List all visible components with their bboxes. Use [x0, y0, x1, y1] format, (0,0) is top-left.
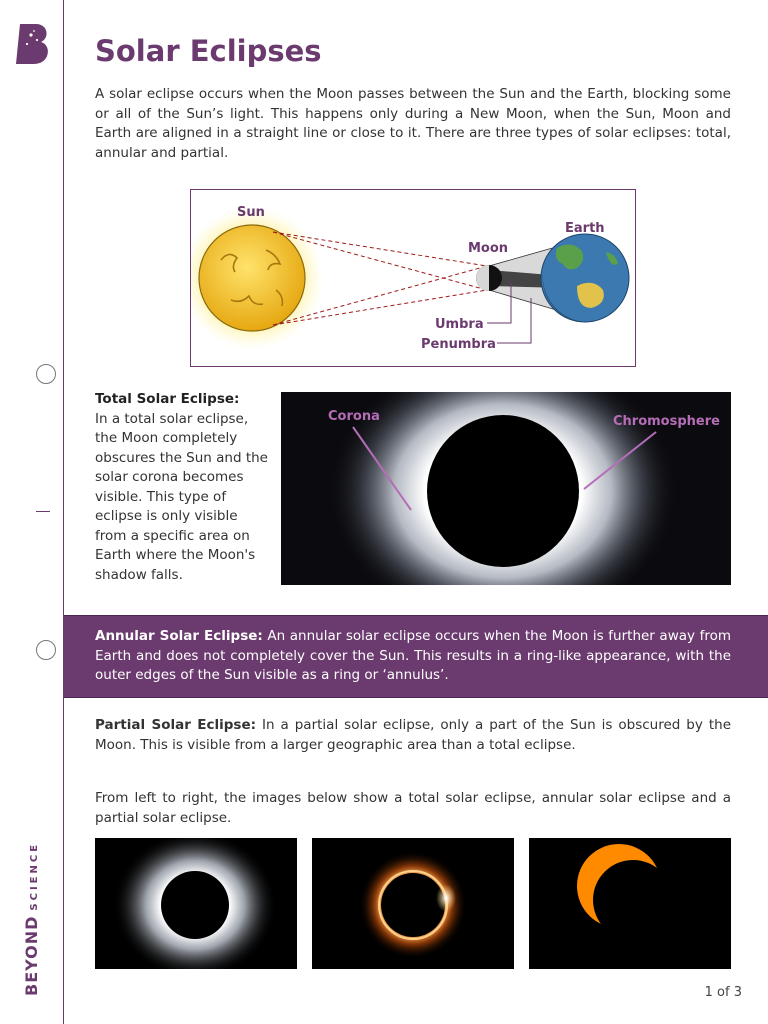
moon-icon: [476, 265, 502, 291]
annular-eclipse-text: [95, 627, 731, 686]
binder-hole-top: [36, 364, 56, 384]
annular-eclipse-body: An annular solar eclipse occurs when the Moon is further away from Earth and does not completely cover the Sun. This results in a ring-like appearance, with the outer edges of the Sun visible as a ring or ‘annulus’.: [95, 628, 732, 683]
moon-label: Moon: [468, 241, 509, 256]
penumbra-leader: [497, 298, 531, 343]
partial-eclipse-thumbnail: [529, 838, 731, 969]
moon-disc: [427, 415, 579, 567]
total-eclipse-text: [95, 390, 270, 585]
brand-word-science: SCIENCE: [29, 841, 40, 911]
annular-eclipse-thumbnail: [312, 838, 514, 969]
sun-label: Sun: [237, 205, 265, 220]
binder-hole-bottom: [36, 640, 56, 660]
partial-eclipse-text: [95, 716, 731, 755]
gallery-caption: From left to right, the images below show a total solar eclipse, annular solar eclipse and a partial solar eclipse.: [95, 790, 731, 826]
page-number: 1 of 3: [704, 985, 742, 1000]
corona-label: Corona: [328, 409, 380, 424]
earth-label: Earth: [565, 221, 605, 236]
intro-paragraph: A solar eclipse occurs when the Moon passes between the Sun and the Earth, blocking some or all of the Sun’s light. This happens only during a New Moon, when the Sun, Moon and Earth are aligned in a straight line or close to it. There are three types of solar eclipses: total, annular and partial.: [95, 86, 731, 161]
chromosphere-label: Chromosphere: [613, 414, 720, 429]
annular-band: [64, 615, 768, 698]
brand-word-beyond: BEYOND: [22, 915, 41, 996]
page-title: Solar Eclipses: [95, 34, 322, 68]
total-eclipse-photo: [281, 392, 731, 585]
umbra-label: Umbra: [435, 317, 484, 332]
brand-wordmark: [22, 842, 41, 996]
total-eclipse-body: In a total solar eclipse, the Moon completely obscures the Sun and the solar corona becomes visible. This type of eclipse is only visible from a specific area on Earth where the Moon's shadow falls.: [95, 410, 268, 583]
sun-icon: [191, 206, 324, 350]
partial-eclipse-body: In a partial solar eclipse, only a part of the Sun is obscured by the Moon. This is visible from a larger geographic area than a total eclipse.: [95, 717, 731, 753]
total-eclipse-thumbnail: [95, 838, 297, 969]
fold-mark: [36, 511, 50, 512]
partial-eclipse-heading: Partial Solar Eclipse:: [95, 717, 257, 733]
penumbra-label: Penumbra: [421, 337, 496, 352]
total-eclipse-heading: Total Solar Eclipse:: [95, 391, 240, 407]
beyond-logo-icon: [14, 22, 52, 66]
annular-eclipse-heading: Annular Solar Eclipse:: [95, 628, 263, 644]
margin-line: [63, 0, 64, 1024]
earth-icon: [541, 234, 629, 322]
eclipse-diagram: [190, 189, 636, 367]
